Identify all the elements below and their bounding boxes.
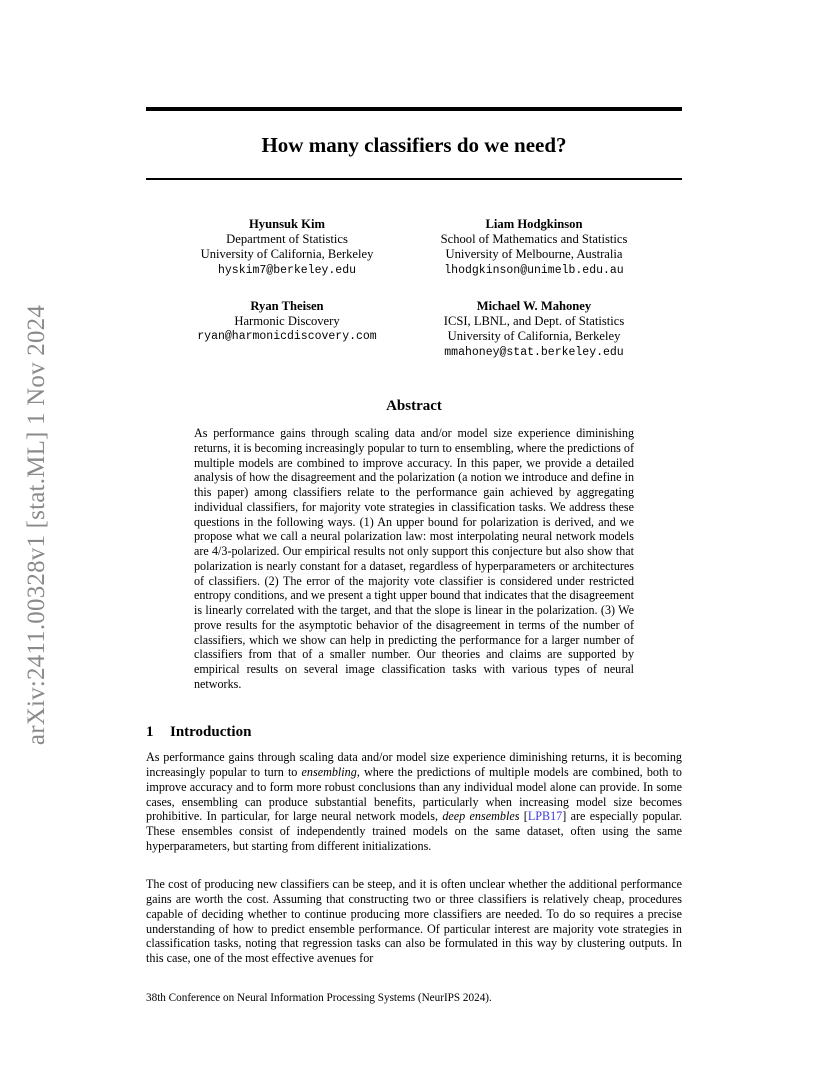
author-block: [157, 217, 417, 278]
abstract-heading: Abstract: [386, 398, 442, 414]
author-affiliation: University of Melbourne, Australia: [445, 247, 623, 262]
section-heading: [146, 722, 251, 742]
text-run: ] are especially popular. These ensembles consist of independently trained models on the same dataset, often using the same hyperparameters, but starting from different initializations.: [146, 809, 682, 854]
author-affiliation: Department of Statistics: [226, 232, 348, 247]
author-name: Michael W. Mahoney: [476, 299, 592, 313]
text-run: , where the predictions of multiple models are combined, both to improve accuracy and to form more robust conclusions than any individual model alone can provide. In some cases, ensembling can produce substantial benefits, particularly when increasing model size becomes prohibitive. In particular, for large neural network models,: [146, 764, 682, 824]
title-rule-bottom: [146, 178, 682, 180]
paragraph-text: [146, 750, 682, 854]
text-run: [: [519, 809, 528, 824]
author-email[interactable]: ryan@harmonicdiscovery.com: [197, 330, 377, 344]
author-affiliation: University of California, Berkeley: [447, 329, 621, 344]
abstract-text: As performance gains through scaling data and/or model size experience diminishing returns, it is becoming increasingly popular to turn to ensembling, where the predictions of multiple models are combined to improve accuracy. In this paper, we provide a detailed analysis of how the disagreement and the polarization (a notion we introduce and define in this paper) among classifiers relate to the performance gain achieved by aggregating individual classifiers, for majority vote strategies in classification tasks. We address these questions in the following ways. (1) An upper bound for polarization is derived, and we propose what we call a neural polarization law: most interpolating neural network models are 4/3-polarized. Our empirical results not only support this conjecture but also show that polarization is nearly constant for a dataset, regardless of hyperparameters or architectures of classifiers. (2) The error of the majority vote classifier is considered under restricted entropy conditions, and we present a tight upper bound that indicates that the disagreement is linearly correlated with the target, and that the slope is linear in the polarization. (3) We prove results for the asymptotic behavior of the disagreement in terms of the number of classifiers, which we show can help in predicting the performance for a larger number of classifiers from that of a smaller number. Our theories and claims are supported by empirical results on several image classification tasks with various types of neural networks.: [194, 426, 634, 691]
paper-title: How many classifiers do we need?: [261, 133, 567, 157]
intro-paragraph-2: [146, 877, 682, 966]
author-name: Hyunsuk Kim: [249, 217, 325, 231]
conference-footnote: 38th Conference on Neural Information Processing Systems (NeurIPS 2024).: [146, 992, 492, 1004]
author-affiliation: Harmonic Discovery: [234, 314, 340, 329]
author-block: [404, 299, 664, 360]
author-name: Ryan Theisen: [250, 299, 324, 313]
section-title: Introduction: [170, 724, 252, 740]
author-email[interactable]: hyskim7@berkeley.edu: [217, 263, 357, 277]
intro-paragraph-1: [146, 750, 682, 854]
text-run: As performance gains through scaling data and/or model size experience diminishing returns, it is becoming increasingly popular to turn to: [146, 750, 682, 779]
author-block: [157, 299, 417, 345]
abstract-body: [194, 426, 634, 692]
author-affiliation: ICSI, LBNL, and Dept. of Statistics: [443, 314, 625, 329]
title-rule-top: [146, 107, 682, 111]
citation-link[interactable]: LPB17: [527, 809, 563, 824]
author-name: Liam Hodgkinson: [485, 217, 583, 231]
paragraph-text: The cost of producing new classifiers can be steep, and it is often unclear whether the additional performance gains are worth the cost. Assuming that constructing two or three classifiers is relatively cheap, procedures capable of deciding whether to continue producing more classifiers are needed. To do so requires a precise understanding of how to predict ensemble performance. Of particular interest are majority vote strategies in classification tasks, noting that regression tasks can also be formulated in this way by clustering outputs. In this case, one of the most effective avenues for: [146, 877, 682, 966]
author-email[interactable]: lhodgkinson@unimelb.edu.au: [444, 263, 624, 277]
section-number: 1: [146, 724, 154, 740]
emphasis-text: deep ensembles: [442, 809, 520, 824]
author-affiliation: School of Mathematics and Statistics: [440, 232, 628, 247]
author-affiliation: University of California, Berkeley: [200, 247, 374, 262]
emphasis-text: ensembling: [301, 764, 357, 779]
author-block: [404, 217, 664, 278]
arxiv-stamp: [22, 285, 52, 765]
arxiv-stamp-text: arXiv:2411.00328v1 [stat.ML] 1 Nov 2024: [23, 304, 50, 746]
author-email[interactable]: mmahoney@stat.berkeley.edu: [444, 345, 624, 359]
